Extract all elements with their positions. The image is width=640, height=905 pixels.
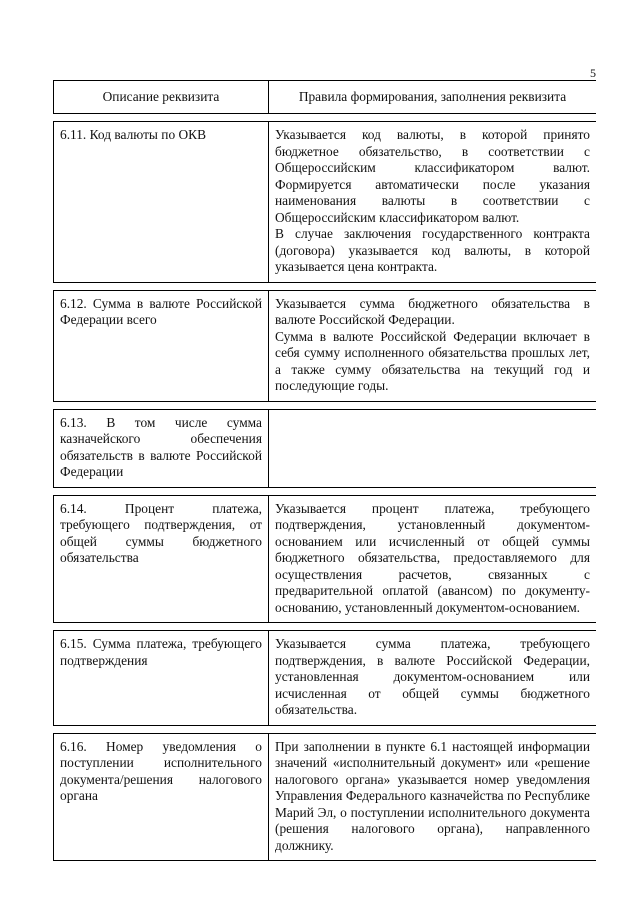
- rule-paragraph: Указывается код валюты, в которой принято бюджетное обязательство, в соответствии с Общероссийским классификатором валют. Формируется автоматически после указания наименования валюты в соответствии с Общероссийским классификатором валют.: [275, 127, 590, 225]
- table-row: [54, 122, 597, 283]
- row-description: 6.16. Номер уведомления о поступлении исполнительного документа/решения налогового органа: [54, 733, 269, 861]
- table-row: [54, 290, 597, 401]
- table-row: [54, 495, 597, 623]
- requisites-table: [53, 80, 596, 861]
- row-description: 6.15. Сумма платежа, требующего подтверждения: [54, 631, 269, 726]
- table-row: [54, 733, 597, 861]
- row-rules: [269, 122, 597, 283]
- rule-paragraph: Указывается сумма платежа, требующего подтверждения, в валюте Российской Федерации, установленная документом-основанием или исчисленная от общей суммы бюджетного обязательства.: [275, 636, 590, 717]
- row-rules: [269, 631, 597, 726]
- row-description: 6.11. Код валюты по ОКВ: [54, 122, 269, 283]
- table-row: [54, 631, 597, 726]
- row-rules: [269, 290, 597, 401]
- rule-paragraph: Указывается сумма бюджетного обязательства в валюте Российской Федерации.: [275, 295, 590, 327]
- row-description: 6.12. Сумма в валюте Российской Федерации всего: [54, 290, 269, 401]
- row-rules-empty: [269, 409, 597, 487]
- document-sheet: [53, 80, 596, 880]
- header-description: Описание реквизита: [54, 81, 269, 114]
- rule-paragraph: В случае заключения государственного контракта (договора) указывается код валюты, в которой указывается цена контракта.: [275, 226, 590, 274]
- header-rules: Правила формирования, заполнения реквизита: [269, 81, 597, 114]
- rule-paragraph: При заполнении в пункте 6.1 настоящей информации значений «исполнительный документ» или «решение налогового органа» указывается номер уведомления Управления Федерального казначейства по Республике Марий Эл, о поступлении исполнительного документа (решения налогового органа), направленного должнику.: [275, 738, 590, 853]
- page-number: 5: [590, 66, 596, 80]
- row-description: 6.13. В том числе сумма казначейского обеспечения обязательств в валюте Российской Федерации: [54, 409, 269, 487]
- row-rules: [269, 495, 597, 623]
- rule-paragraph: Сумма в валюте Российской Федерации включает в себя сумму исполненного обязательства прошлых лет, а также сумму обязательства на текущий год и последующие годы.: [275, 328, 590, 393]
- table-header-row: [54, 81, 597, 114]
- row-rules: [269, 733, 597, 861]
- rule-paragraph: Указывается процент платежа, требующего подтверждения, установленный документом-основанием или исчисленный от общей суммы бюджетного обязательства, предоставляемого для осуществления расчетов, связанных с предварительной оплатой (авансом) по документу-основанию, установленный документом-основанием.: [275, 500, 590, 615]
- row-description: 6.14. Процент платежа, требующего подтверждения, от общей суммы бюджетного обязательства: [54, 495, 269, 623]
- table-row: [54, 409, 597, 487]
